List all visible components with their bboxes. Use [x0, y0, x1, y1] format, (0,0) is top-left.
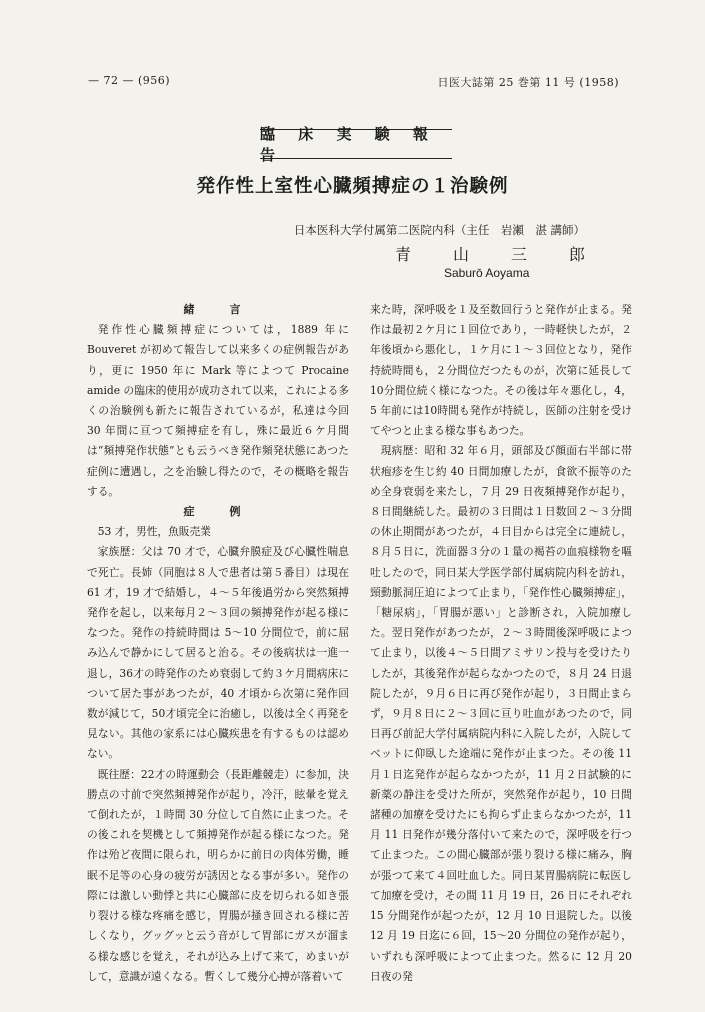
article-title: 発作性上室性心臓頻搏症の１治験例	[196, 176, 509, 197]
journal-citation: 日医大誌第 25 巻第 11 号 (1958)	[437, 76, 619, 89]
left-column	[87, 300, 349, 987]
case-summary: 53 才，男性，魚販売業	[97, 525, 211, 539]
section-label: 臨 床 実 験 報 告	[260, 129, 452, 159]
paragraph-past-history: 既往歴：22才の時運動会（長距離競走）に参加，決勝点の寸前で突然頻搏発作が起り，冷汗，眩暈を覚えて倒れたが，１時間 30 分位して自然に止まつた。その後これを契機として頻搏発作が起る様になつた。発作は殆ど夜間に限られ，明らかに前日の肉体労働，睡眠不足等の心身の疲労が誘因となる事が多い。発作の際には激しい動悸と共に心臓部に皮を切られる如き張り裂ける様な疼痛を感じ，胃腸が掻き回される様に苦しくなり，グッグッと云う音がして胃部にガスが溜まる様な感じを覚え，それが込み上げて来て，めまいがして，意識が遠くなる。暫くして幾分心搏が落着いて	[87, 767, 349, 983]
author-affiliation: 日本医科大学付属第二医院内科（主任 岩瀬 湛 講師）	[293, 223, 585, 237]
author-name-jp	[395, 242, 585, 265]
author-name-char: 三	[510, 245, 527, 264]
author-name-en: Saburō Aoyama	[444, 266, 530, 280]
paragraph-past-history-cont: 来た時，深呼吸を１及至数回行うと発作が止まる。発作は最初２ケ月に１回位であり，一時軽快したが，２年後頃から悪化し，１ケ月に１～３回位となり，発作持続時間も，２分間位だつたものが，次第に延長して10分間位続く様になつた。その後は年々悪化し，4，5 年前には10時間も発作が持続し，医師の注射を受けてやつと止まる様な事もあつた。	[370, 303, 632, 438]
paragraph-introduction: 発作性心臓頻搏症については，1889 年に Bouveret が初めて報告して以来多くの症例報告があり，更に 1950 年に Mark 等によつて Procaine amide の臨床的使用が成功されて以来，これによる多くの治験例も新たに報告されているが，私達は今回 30 年間に亘つて頻搏症を有し，殊に最近６ケ月間は“頻搏発作状態”とも云うべき発作頻発状態にあつた症例に遭遇し，之を治験し得たので，その概略を報告する。	[87, 323, 349, 498]
heading-introduction: 緒 言	[183, 303, 253, 316]
paragraph-family-history: 家族歴：父は 70 才で，心臓弁膜症及び心臓性喘息で死亡。長姉（同胞は８人で患者は第５番目）は現在 61 才，19 才で結婚し，４～５年後過労から突然頻搏発作を起し，以来毎月２～３回の頻搏発作が起る様になつた。発作の持続時間は 5～10 分間位で，前に屈み込んで静かにして居ると治る。その後病状は一進一退し，36才の時発作のため衰弱して約３ケ月間病床について居た事があつたが，40 才頃から次第に発作回数が減じて，50才頃完全に治癒し，以後は全く再発を見ない。其他の家系には心臓疾患を有するものは認めない。	[87, 545, 349, 761]
author-name-char: 山	[452, 245, 469, 264]
author-name-char: 青	[395, 245, 412, 264]
author-name-char: 郎	[568, 245, 585, 264]
page-number: — 72 — (956)	[88, 74, 171, 87]
paragraph-present-illness: 現病歴：昭和 32 年６月，頭部及び顔面右半部に帯状疱疹を生じ約 40 日間加療したが，食欲不振等のため全身衰弱を来たし，７月 29 日夜頻搏発作が起り，８日間継続した。最初の３日間は１日数回２～３分間の休止期間があつたが，４日目からは完全に連続し，８月５日に，洗面器３分の１量の褐苔の血痕様物を嘔吐したので，同日某大学医学部付属病院内科を訪れ，頸動脈洞圧迫によつて止まり，「発作性心臓頻搏症」，「糖尿病」，「胃腸が悪い」と診断され，入院加療した。翌日発作があつたが，２～３時間後深呼吸によつて止まり，以後４～５日間アミサリン投与を受けたりしたが，其後発作が起らなかつたので，８月 24 日退院したが，９月６日に再び発作が起り，３日間止まらず，９月８日に２～３回に亘り吐血があつたので，同日再び前記大学付属病院内科に入院したが，入院してベットに仰臥した途端に発作が止まつた。その後 11 月１日迄発作が起らなかつたが，11 月２日試験的に新薬の静注を受けた所が，突然発作が起り，10 日間諸種の加療を受けたにも拘らず止まらなかつたが，11 月 11 日発作が幾分落付いて来たので，深呼吸を行つて止まつた。この間心臓部が張り裂ける様に痛み，胸が張つて来て４回吐血した。同日某胃腸病院に転医して加療を受け，その間 11 月 19 日，26 日にそれぞれ 15 分間発作が起つたが，12 月 10 日退院した。以後 12 月 19 日迄に６回，15～20 分間位の発作が起り，いずれも深呼吸によつて止まつた。然るに 12 月 20 日夜の発	[370, 444, 632, 983]
heading-case: 症 例	[183, 505, 253, 519]
right-column	[370, 300, 632, 987]
